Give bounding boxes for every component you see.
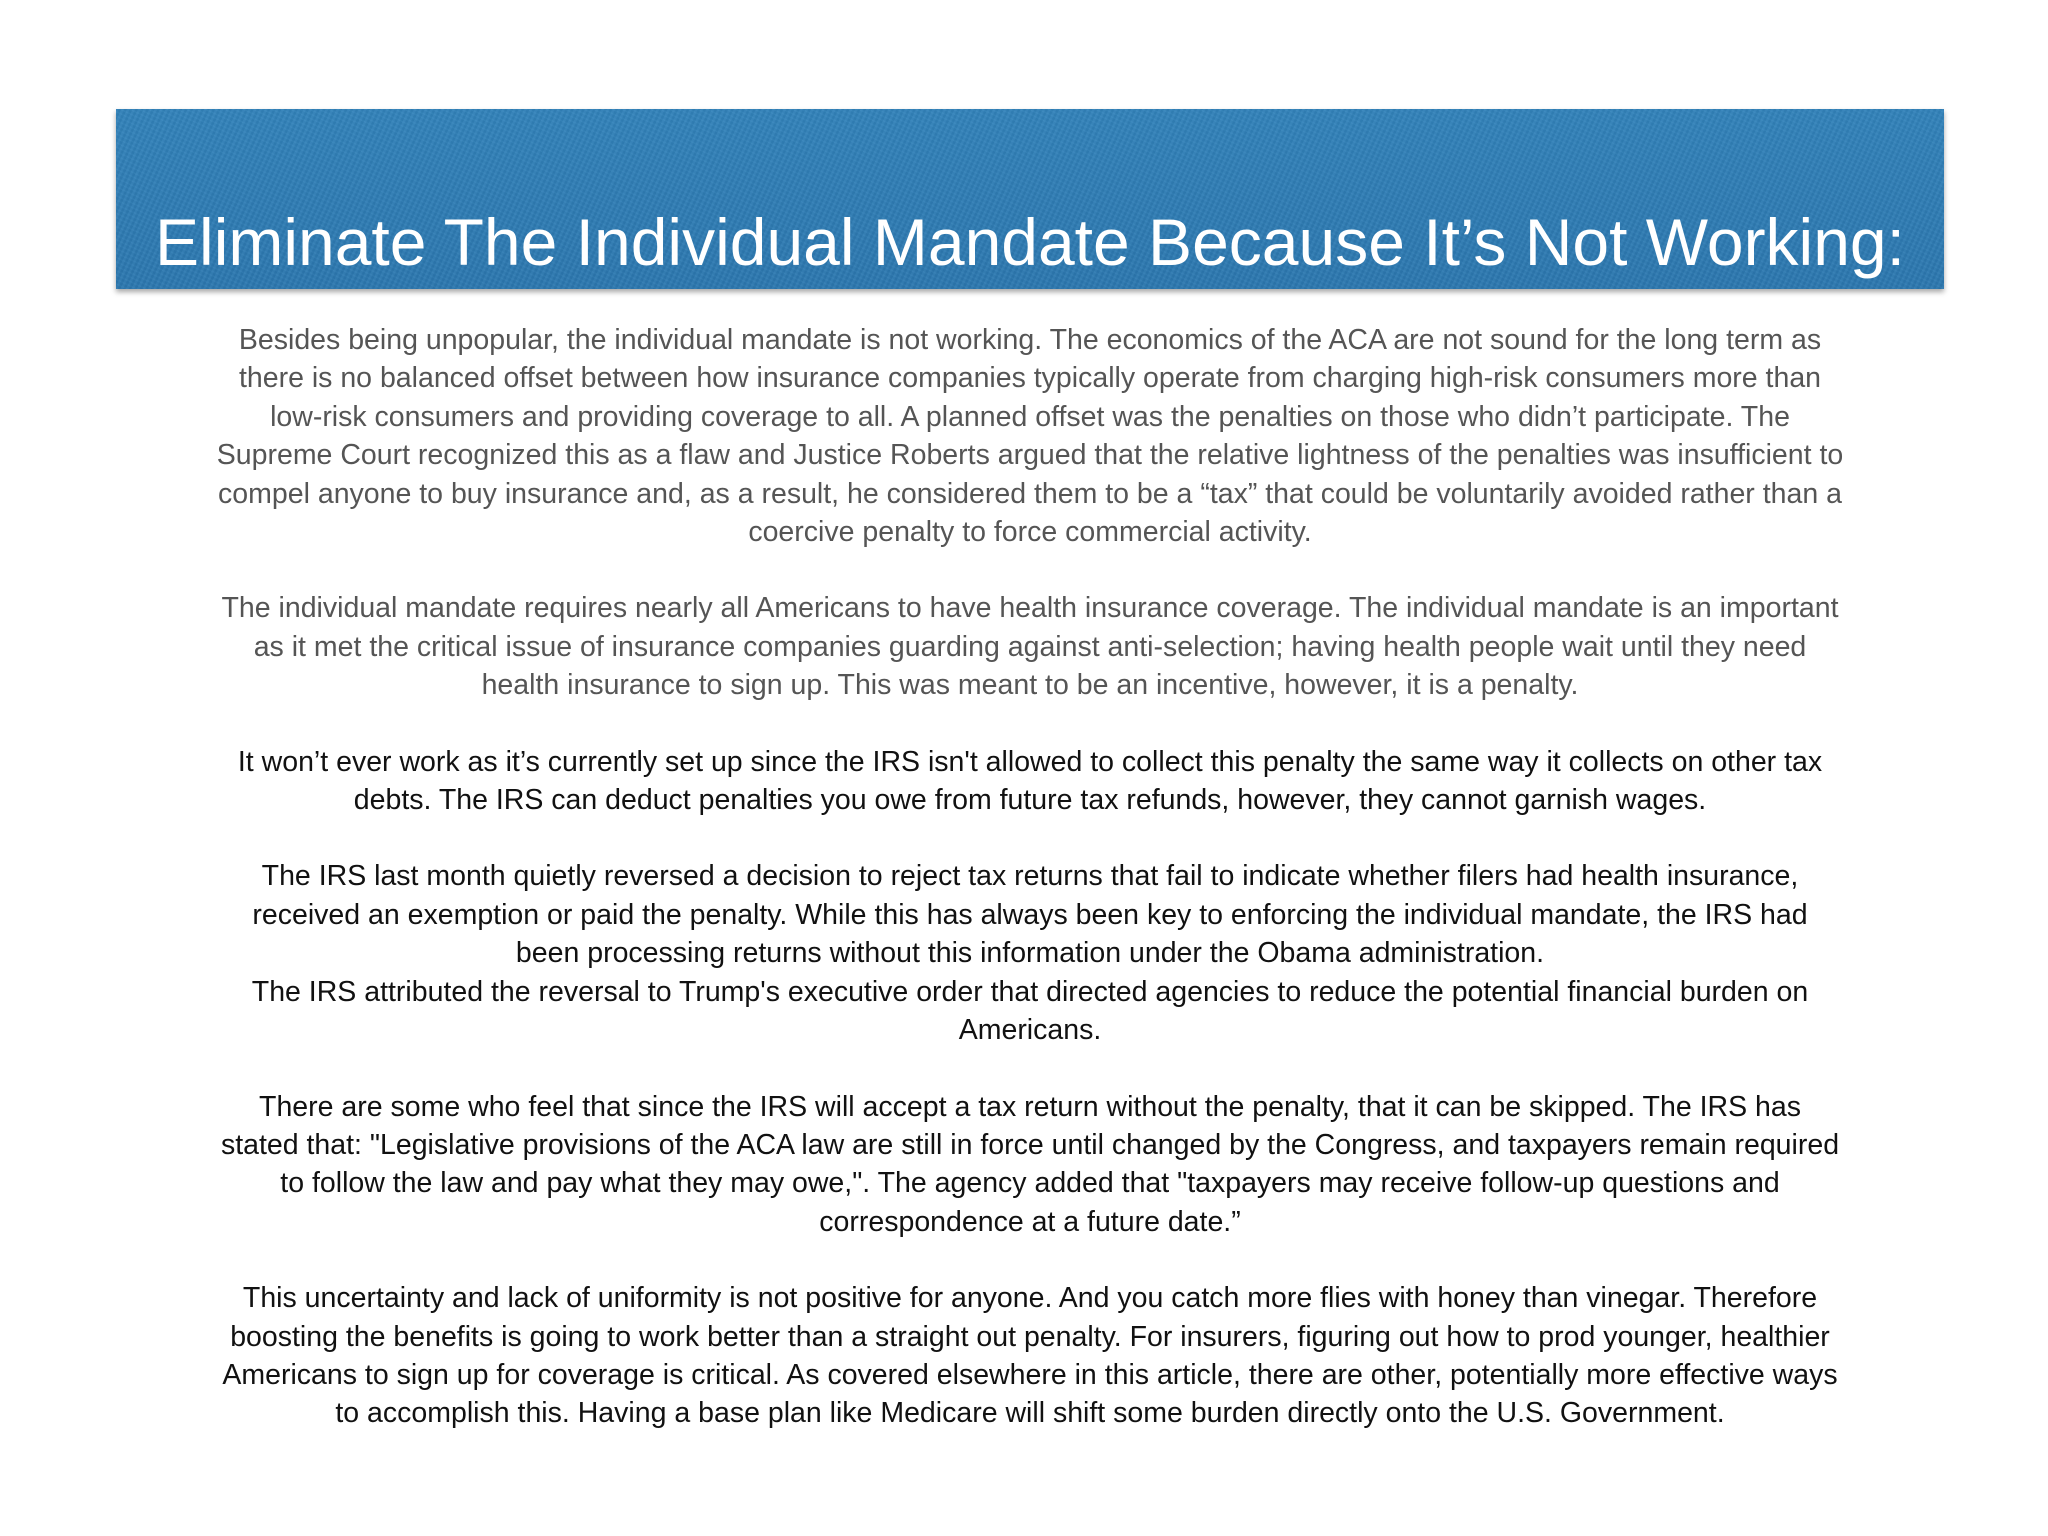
paragraph-irs-collection: It won’t ever work as it’s currently set up since the IRS isn't allowed to collect this penalty the same way it collects on other tax debts. The IRS can deduct penalties you owe from future tax refunds, however, they cannot garnish wages. [237, 745, 1823, 817]
title-banner [116, 109, 1944, 289]
paragraph-conclusion: This uncertainty and lack of uniformity is not positive for anyone. And you catch more flies with honey than vinegar. Therefore boosting the benefits is going to work better than a straight out penalty. For insurers, figuring out how to prod younger, healthier Americans to sign up for coverage is critical. As covered elsewhere in this article, there are other, potentially more effective ways to accomplish this. Having a base plan like Medicare will shift some burden directly onto the U.S. Government. [222, 1282, 1838, 1430]
slide-title: Eliminate The Individual Mandate Because It’s Not Working: [155, 205, 1905, 279]
slide-body [128, 321, 1932, 1471]
paragraph-unpopular-mandate: Besides being unpopular, the individual mandate is not working. The economics of the ACA are not sound for the long term as there is no balanced offset between how insurance companies typically operate from charging high-risk consumers more than low-risk consumers and providing coverage to all. A planned offset was the penalties on those who didn’t participate. The Supreme Court recognized this as a flaw and Justice Roberts argued that the relative lightness of the penalties was insufficient to compel anyone to buy insurance and, as a result, he considered them to be a “tax” that could be voluntarily avoided rather than a coercive penalty to force commercial activity. [216, 324, 1844, 549]
paragraph-mandate-requirement: The individual mandate requires nearly all Americans to have health insurance coverage. The individual mandate is an important as it met the critical issue of insurance companies guarding against anti-selection; having health people wait until they need health insurance to sign up. This was meant to be an incentive, however, it is a penalty. [221, 592, 1839, 702]
paragraph-irs-reversal: The IRS last month quietly reversed a decision to reject tax returns that fail to indicate whether filers had health insurance, received an exemption or paid the penalty. While this has always been key to enforcing the individual mandate, the IRS had been processing returns without this information under the Obama administration. The IRS attributed the reversal to Trump's executive order that directed agencies to reduce the potential financial burden on Americans. [251, 860, 1809, 1047]
paragraph-irs-statement: There are some who feel that since the IRS will accept a tax return without the penalty, that it can be skipped. The IRS has stated that: "Legislative provisions of the ACA law are still in force until changed by the Congress, and taxpayers remain required to follow the law and pay what they may owe,". The agency added that "taxpayers may receive follow-up questions and correspondence at a future date.” [220, 1090, 1840, 1238]
